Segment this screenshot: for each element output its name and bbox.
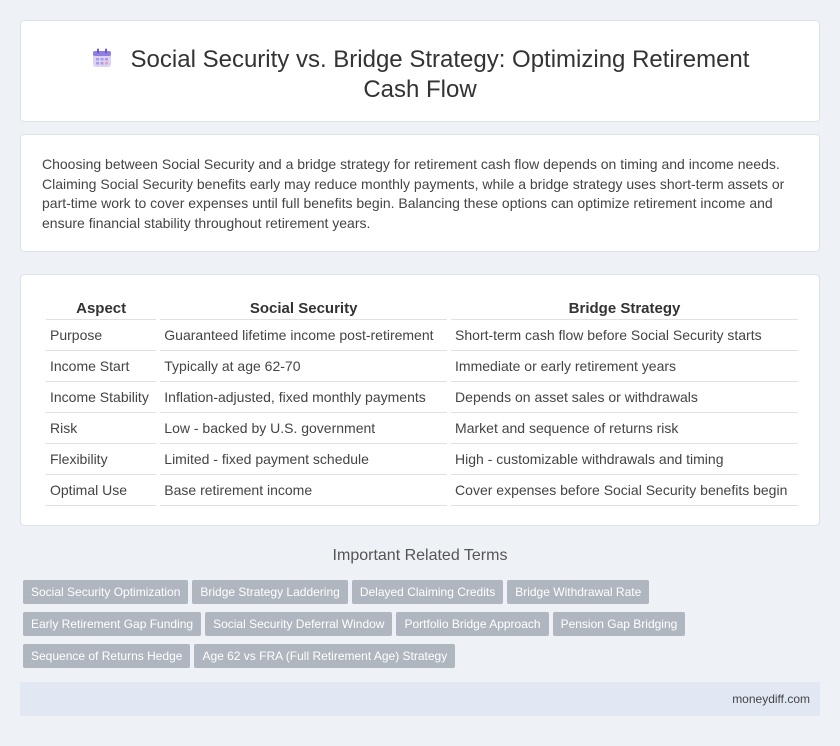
page-title-wrapper: [61, 45, 779, 105]
table-cell: Purpose: [46, 320, 156, 351]
table-cell: Limited - fixed payment schedule: [160, 444, 447, 475]
intro-paragraph: Choosing between Social Security and a bridge strategy for retirement cash flow depends on timing and income needs. Claiming Social Security benefits early may reduce monthly payments, while a bridge strategy uses short-term assets or part-time work to cover expenses until full benefits begin. Balancing these options can optimize retirement income and ensure financial stability throughout retirement years.: [42, 156, 785, 231]
table-cell: Inflation-adjusted, fixed monthly payments: [160, 382, 447, 413]
table-row: [46, 382, 798, 413]
table-cell: Flexibility: [46, 444, 156, 475]
table-cell: Short-term cash flow before Social Security starts: [451, 320, 798, 351]
table-header: Aspect: [46, 296, 156, 320]
table-cell: Guaranteed lifetime income post-retirement: [160, 320, 447, 351]
tag-row: [23, 580, 823, 612]
related-term-tag[interactable]: Bridge Strategy Laddering: [192, 580, 347, 604]
table-cell: High - customizable withdrawals and timing: [451, 444, 798, 475]
related-terms-list: [23, 580, 823, 676]
footer-site-name[interactable]: moneydiff.com: [732, 692, 810, 706]
table-cell: Income Stability: [46, 382, 156, 413]
related-term-tag[interactable]: Age 62 vs FRA (Full Retirement Age) Strategy: [194, 644, 455, 668]
footer: [20, 682, 820, 716]
table-row: [46, 320, 798, 351]
comparison-table: [42, 296, 802, 506]
table-row: [46, 413, 798, 444]
comparison-card: [20, 274, 820, 526]
table-header: Bridge Strategy: [451, 296, 798, 320]
table-cell: Low - backed by U.S. government: [160, 413, 447, 444]
table-cell: Risk: [46, 413, 156, 444]
table-cell: Depends on asset sales or withdrawals: [451, 382, 798, 413]
table-cell: Market and sequence of returns risk: [451, 413, 798, 444]
table-cell: Optimal Use: [46, 475, 156, 506]
related-term-tag[interactable]: Early Retirement Gap Funding: [23, 612, 201, 636]
table-cell: Cover expenses before Social Security benefits begin: [451, 475, 798, 506]
table-cell: Immediate or early retirement years: [451, 351, 798, 382]
table-cell: Income Start: [46, 351, 156, 382]
page-title: Social Security vs. Bridge Strategy: Optimizing Retirement Cash Flow: [130, 46, 750, 103]
table-row: [46, 351, 798, 382]
related-terms-title: Important Related Terms: [332, 547, 508, 564]
table-header: Social Security: [160, 296, 447, 320]
tag-row: [23, 612, 823, 644]
tag-row: [23, 644, 823, 676]
related-term-tag[interactable]: Bridge Withdrawal Rate: [507, 580, 649, 604]
table-row: [46, 475, 798, 506]
table-cell: Typically at age 62-70: [160, 351, 447, 382]
related-term-tag[interactable]: Social Security Deferral Window: [205, 612, 392, 636]
related-term-tag[interactable]: Sequence of Returns Hedge: [23, 644, 190, 668]
table-row: [46, 444, 798, 475]
related-term-tag[interactable]: Social Security Optimization: [23, 580, 188, 604]
calendar-icon: [91, 47, 113, 69]
related-term-tag[interactable]: Portfolio Bridge Approach: [396, 612, 548, 636]
related-term-tag[interactable]: Pension Gap Bridging: [553, 612, 686, 636]
table-header-row: [46, 296, 798, 320]
related-term-tag[interactable]: Delayed Claiming Credits: [352, 580, 503, 604]
header-card: [20, 20, 820, 122]
table-cell: Base retirement income: [160, 475, 447, 506]
intro-card: [20, 134, 820, 252]
